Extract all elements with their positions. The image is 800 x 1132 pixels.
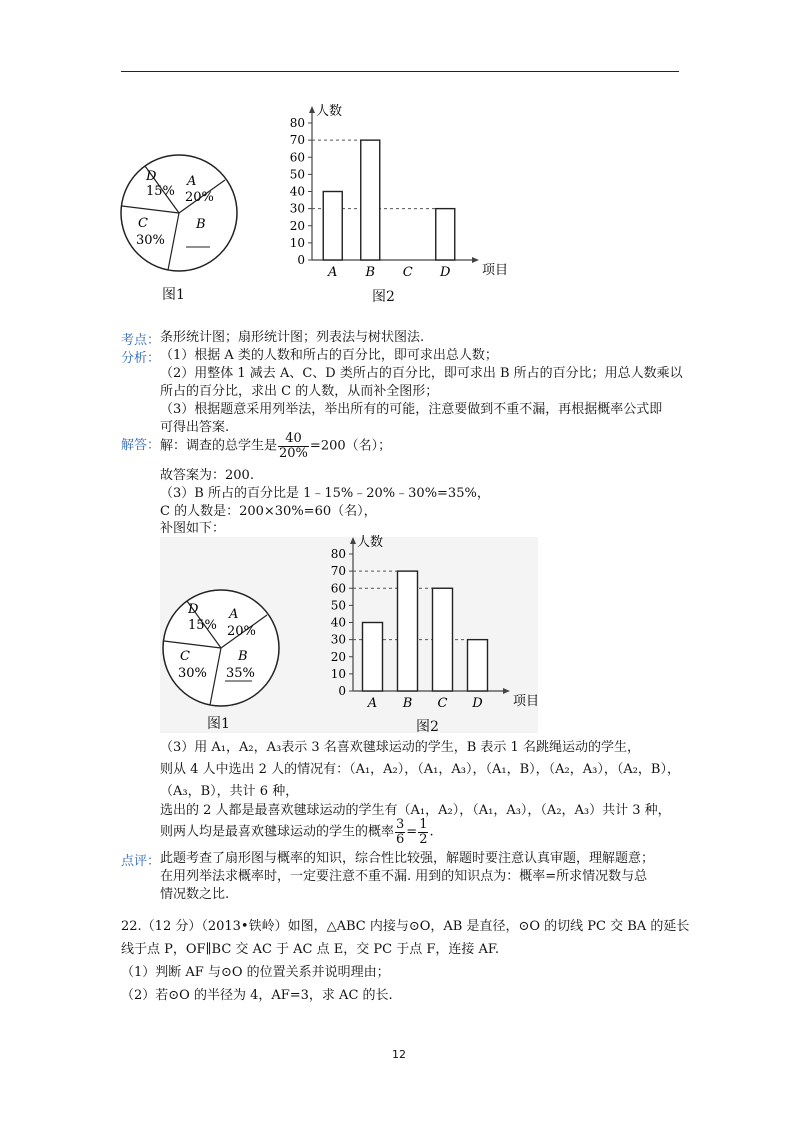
kaodian-text: 条形统计图；扇形统计图；列表法与树状图法. bbox=[160, 330, 425, 345]
y-tick-label: 50 bbox=[330, 598, 346, 613]
problem22-line-3: （1）判断 AF 与⊙O 的位置关系并说明理由； bbox=[121, 965, 390, 980]
fenxi-line-4: （3）根据题意采用列举法，举出所有的可能，注意要做到不重不漏，再根据概率公式即 bbox=[160, 402, 663, 417]
pie-bottom-label-b: B bbox=[238, 649, 248, 664]
jieda-line-4: C 的人数是：200×30%=60（名）， bbox=[160, 504, 377, 519]
part3-line-1: （3）用 A₁，A₂，A₃表示 3 名喜欢毽球运动的学生，B 表示 1 名跳绳运动的学生， bbox=[160, 740, 640, 755]
y-tick-label: 50 bbox=[289, 167, 305, 182]
jieda-line-1 bbox=[160, 432, 391, 461]
category-label-a: A bbox=[367, 696, 378, 711]
y-tick-label: 40 bbox=[330, 615, 346, 630]
y-tick-label: 60 bbox=[289, 150, 305, 165]
dianping-label: 点评： bbox=[121, 854, 161, 869]
category-label-c: C bbox=[402, 265, 413, 280]
y-axis-label: 人数 bbox=[357, 535, 384, 550]
pie-chart-bottom bbox=[158, 585, 288, 715]
category-label-d: D bbox=[472, 696, 483, 711]
probability-line: 则两人均是最喜欢毽球运动的学生的概率 $\frac{3}{6}$ = $\frac{1}{2}$ . bbox=[160, 817, 434, 847]
pie-top-pct-a: 20% bbox=[185, 190, 214, 205]
y-tick-label: 10 bbox=[330, 666, 346, 681]
pie-top-pct-d: 15% bbox=[146, 184, 175, 199]
pie-bottom-label-d: D bbox=[188, 602, 199, 617]
bar-d bbox=[436, 209, 455, 260]
jieda-line-3: （3）B 所占的百分比是 1﹣15%﹣20%﹣30%=35%， bbox=[160, 486, 490, 501]
x-axis-arrow bbox=[503, 688, 510, 694]
pie-bottom-pct-c: 30% bbox=[178, 666, 207, 681]
kaodian-label: 考点： bbox=[121, 333, 161, 348]
y-tick-label: 80 bbox=[330, 547, 346, 561]
fig-top-caption-2: 图2 bbox=[372, 289, 395, 305]
fenxi-line-2: （2）用整体 1 减去 A、C、D 类所占的百分比，即可求出 B 所占的百分比；用总人数乘以 bbox=[160, 366, 683, 381]
jieda-line-1-pre: 解：调查的总学生是 bbox=[160, 438, 278, 454]
fenxi-line-3: 所占的百分比，求出 C 的人数，从而补全图形； bbox=[160, 384, 439, 399]
pie-bottom-pct-d: 15% bbox=[188, 618, 217, 633]
y-tick-label: 60 bbox=[330, 581, 346, 596]
dianping-line-2: 在用列举法求概率时，一定要注意不重不漏. 用到的知识点为：概率=所求情况数与总 bbox=[160, 869, 648, 884]
y-axis-arrow bbox=[309, 106, 315, 113]
fenxi-line-5: 可得出答案. bbox=[160, 420, 230, 435]
bar-d bbox=[468, 640, 488, 691]
y-tick-label: 70 bbox=[330, 564, 346, 579]
pie-top-label-a: A bbox=[187, 174, 197, 189]
fig-bottom-caption-2: 图2 bbox=[416, 719, 439, 735]
pie-top-label-d: D bbox=[146, 169, 157, 184]
fraction-numerator: 40 bbox=[278, 432, 309, 447]
y-tick-label: 30 bbox=[289, 201, 305, 216]
part3-line-2: 则从 4 人中选出 2 人的情况有：（A₁，A₂），（A₁，A₃），（A₁，B），（A₂，A₃），（A₂，B）， bbox=[160, 762, 680, 777]
y-tick-label: 70 bbox=[289, 133, 305, 148]
fig-bottom-caption-1: 图1 bbox=[207, 716, 230, 732]
pie-bottom-pct-a: 20% bbox=[227, 624, 256, 639]
category-label-d: D bbox=[440, 265, 451, 280]
bar-c bbox=[433, 588, 453, 691]
bar-b bbox=[361, 140, 380, 260]
y-tick-label: 30 bbox=[330, 632, 346, 647]
pie-bottom-label-c: C bbox=[180, 649, 190, 664]
fenxi-label: 分析： bbox=[121, 351, 161, 366]
fig-top-caption-1: 图1 bbox=[162, 287, 185, 303]
y-tick-label: 40 bbox=[289, 184, 305, 199]
pie-top-label-c: C bbox=[138, 216, 148, 231]
header-rule bbox=[121, 71, 679, 72]
part3-line-3: （A₃，B），共计 6 种， bbox=[160, 784, 299, 799]
category-label-b: B bbox=[402, 696, 413, 711]
bar-a bbox=[363, 623, 383, 692]
category-label-a: A bbox=[328, 265, 338, 280]
y-tick-label: 0 bbox=[338, 684, 346, 698]
x-axis-label: 项目 bbox=[513, 694, 540, 709]
dianping-line-3: 情况数之比. bbox=[160, 887, 230, 902]
y-tick-label: 10 bbox=[289, 235, 305, 250]
probability-pre: 则两人均是最喜欢毽球运动的学生的概率 bbox=[160, 824, 395, 840]
jieda-line-1-post: =200（名）； bbox=[309, 438, 392, 454]
pie-bottom-pct-b: 35% bbox=[226, 666, 255, 681]
dianping-line-1: 此题考查了扇形图与概率的知识，综合性比较强，解题时要注意认真审题，理解题意； bbox=[160, 851, 655, 866]
problem22-line-1: 22.（12 分）（2013•铁岭）如图，△ABC 内接与⊙O，AB 是直径，⊙O 的切线 PC 交 BA 的延长 bbox=[121, 919, 690, 934]
pie-top-pct-c: 30% bbox=[136, 233, 165, 248]
y-tick-label: 0 bbox=[297, 253, 305, 267]
fraction-1-2: $\frac{1}{2}$ bbox=[419, 817, 428, 847]
pie-top-label-b: B bbox=[196, 217, 206, 232]
part3-line-4: 选出的 2 人都是最喜欢毽球运动的学生有（A₁，A₂），（A₁，A₃），（A₂，A₃）共计 3 种， bbox=[160, 803, 671, 818]
problem22-line-4: （2）若⊙O 的半径为 4，AF=3，求 AC 的长. bbox=[121, 988, 393, 1003]
bar-b bbox=[398, 571, 418, 691]
jieda-label: 解答： bbox=[121, 438, 161, 453]
fraction-denominator: 20% bbox=[279, 446, 308, 461]
jieda-line-5: 补图如下： bbox=[160, 521, 226, 536]
category-label-b: B bbox=[365, 265, 376, 280]
fraction-3-6: $\frac{3}{6}$ bbox=[396, 817, 405, 847]
bar-chart-bottom bbox=[323, 532, 538, 712]
x-axis-arrow bbox=[472, 257, 479, 263]
fenxi-line-1: （1）根据 A 类的人数和所占的百分比，即可求出总人数； bbox=[160, 348, 498, 363]
y-axis-label: 人数 bbox=[316, 104, 343, 119]
y-tick-label: 80 bbox=[289, 116, 305, 130]
problem22-line-2: 线于点 P，OF∥BC 交 AC 于 AC 点 E，交 PC 于点 F，连接 AF. bbox=[121, 942, 500, 957]
pie-bottom-label-a: A bbox=[229, 607, 239, 622]
bar-chart-top bbox=[282, 100, 509, 280]
fraction-total bbox=[278, 432, 309, 461]
y-tick-label: 20 bbox=[330, 649, 346, 664]
page-number: 12 bbox=[392, 1048, 406, 1061]
category-label-c: C bbox=[437, 696, 448, 711]
y-tick-label: 20 bbox=[289, 218, 305, 233]
bar-a bbox=[323, 192, 342, 261]
y-axis-arrow bbox=[350, 537, 356, 544]
x-axis-label: 项目 bbox=[482, 263, 509, 278]
pie-chart-top bbox=[116, 150, 246, 280]
jieda-line-2: 故答案为：200. bbox=[160, 468, 254, 483]
